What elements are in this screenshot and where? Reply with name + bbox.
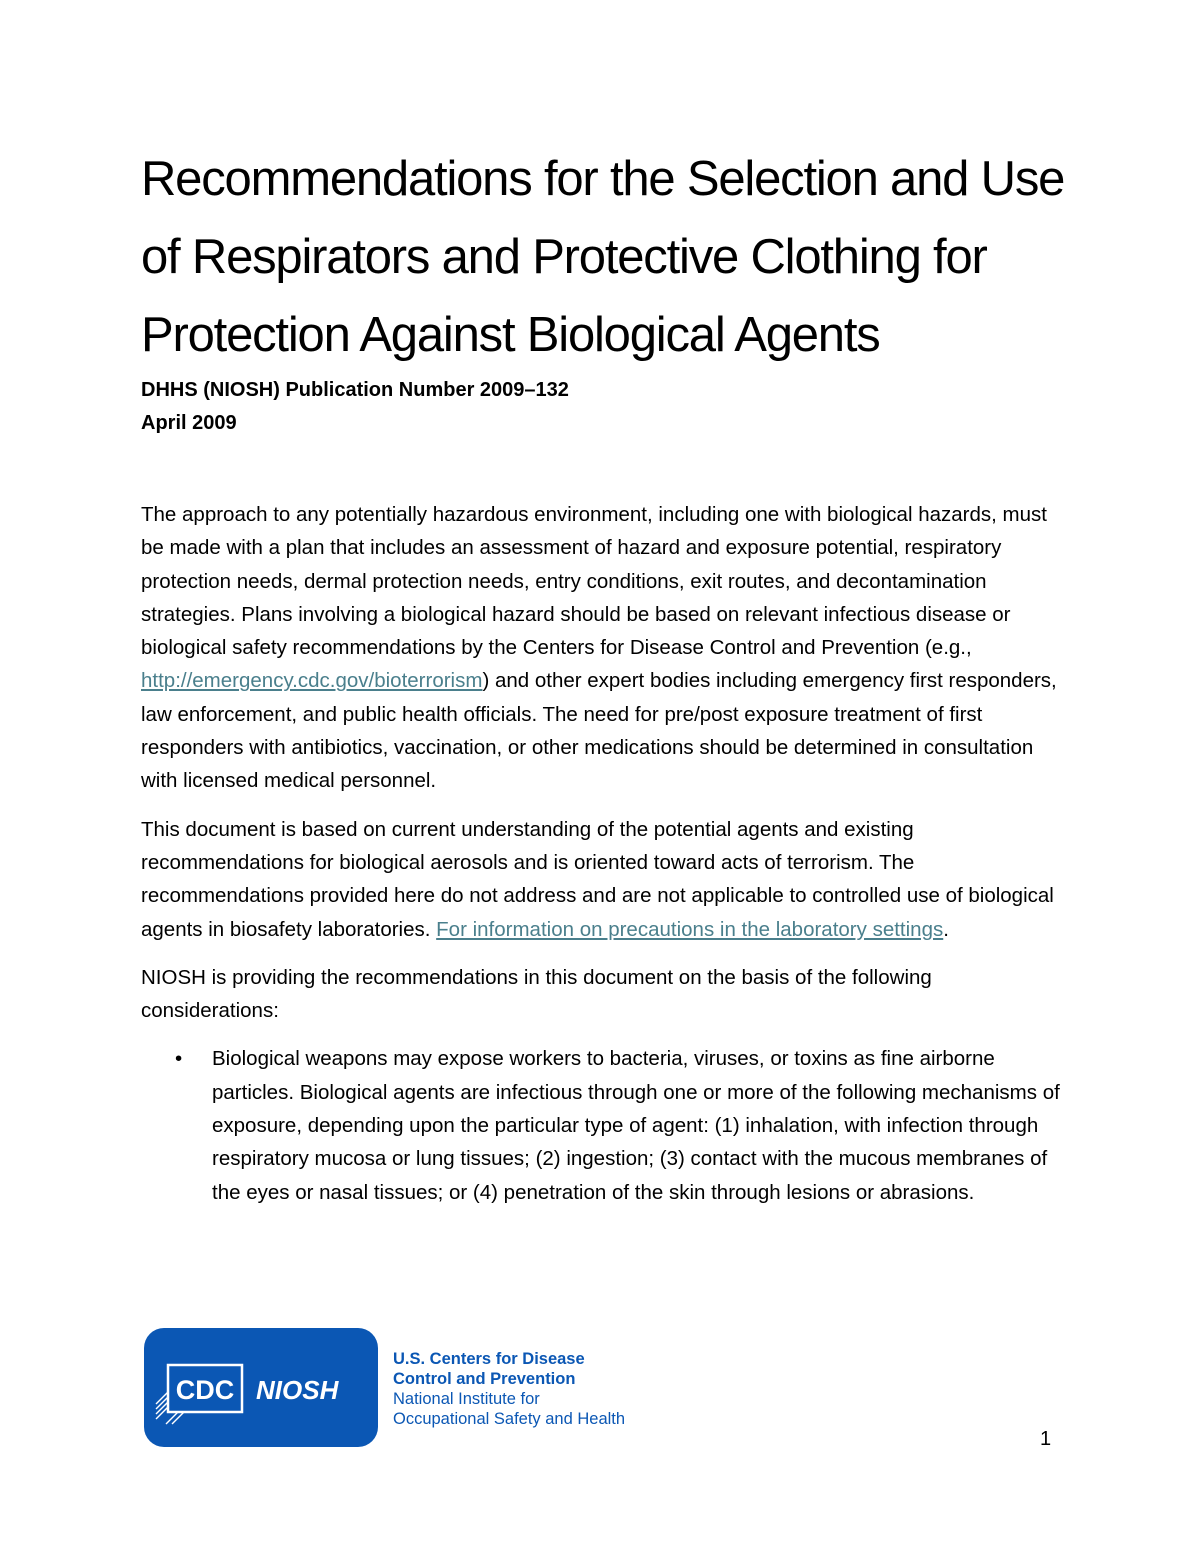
agency-line: Occupational Safety and Health [393, 1410, 626, 1428]
document-body [141, 498, 1066, 1209]
cdc-niosh-logo [144, 1328, 378, 1447]
laboratory-precautions-link[interactable]: For information on precautions in the laboratory settings [436, 917, 944, 941]
paragraph-text: This document is based on current understanding of the potential agents and existing recommendations for biological aerosols and is oriented toward acts of terrorism. The recommendations provided here do not address and are not applicable to controlled use of biological agents in biosafety laboratories. [141, 817, 1054, 941]
list-item-text: Biological weapons may expose workers to bacteria, viruses, or toxins as fine airborne particles. Biological agents are infectious through one or more of the following mechanisms of exposure, depending upon the particular type of agent: (1) inhalation, with infection through respiratory mucosa or lung tissues; (2) ingestion; (3) contact with the mucous membranes of the eyes or nasal tissues; or (4) penetration of the skin through lesions or abrasions. [212, 1047, 1060, 1204]
publication-number: DHHS (NIOSH) Publication Number 2009–132 [141, 379, 569, 401]
bullet-icon: • [175, 1047, 183, 1071]
paragraph-text: . [943, 917, 949, 941]
paragraph-text: ) and other expert bodies including emergency first responders, law enforcement, and public health officials. The need for pre/post exposure treatment of first responders with antibiotics, vaccination, or other medications should be determined in consultation with licensed medical personnel. [141, 669, 1057, 793]
agency-name [393, 1349, 625, 1429]
paragraph-approach [141, 498, 1066, 798]
page-number: 1 [1040, 1428, 1052, 1450]
agency-line: National Institute for [393, 1390, 540, 1408]
list-item [175, 1042, 1066, 1208]
paragraph-considerations: NIOSH is providing the recommendations in this document on the basis of the following considerations: [141, 965, 932, 1023]
considerations-list [141, 1042, 1066, 1208]
paragraph-scope [141, 813, 1066, 946]
cdc-wordmark: CDC [175, 1375, 235, 1405]
agency-line: Control and Prevention [393, 1370, 576, 1388]
niosh-wordmark: NIOSH [256, 1375, 339, 1405]
publication-date: April 2009 [141, 412, 237, 434]
publication-info [141, 374, 569, 440]
agency-line: U.S. Centers for Disease [393, 1350, 585, 1368]
page-title: Recommendations for the Selection and Use of Respirators and Protective Clothing for Protection Against Biological Agents [141, 152, 1065, 362]
paragraph-text: The approach to any potentially hazardous environment, including one with biological hazards, must be made with a plan that includes an assessment of hazard and exposure potential, respiratory protection needs, dermal protection needs, entry conditions, exit routes, and decontamination strategies. Plans involving a biological hazard should be based on relevant infectious disease or biological safety recommendations by the Centers for Disease Control and Prevention (e.g., [141, 503, 1047, 660]
bioterrorism-link[interactable]: http://emergency.cdc.gov/bioterrorism [141, 669, 483, 693]
